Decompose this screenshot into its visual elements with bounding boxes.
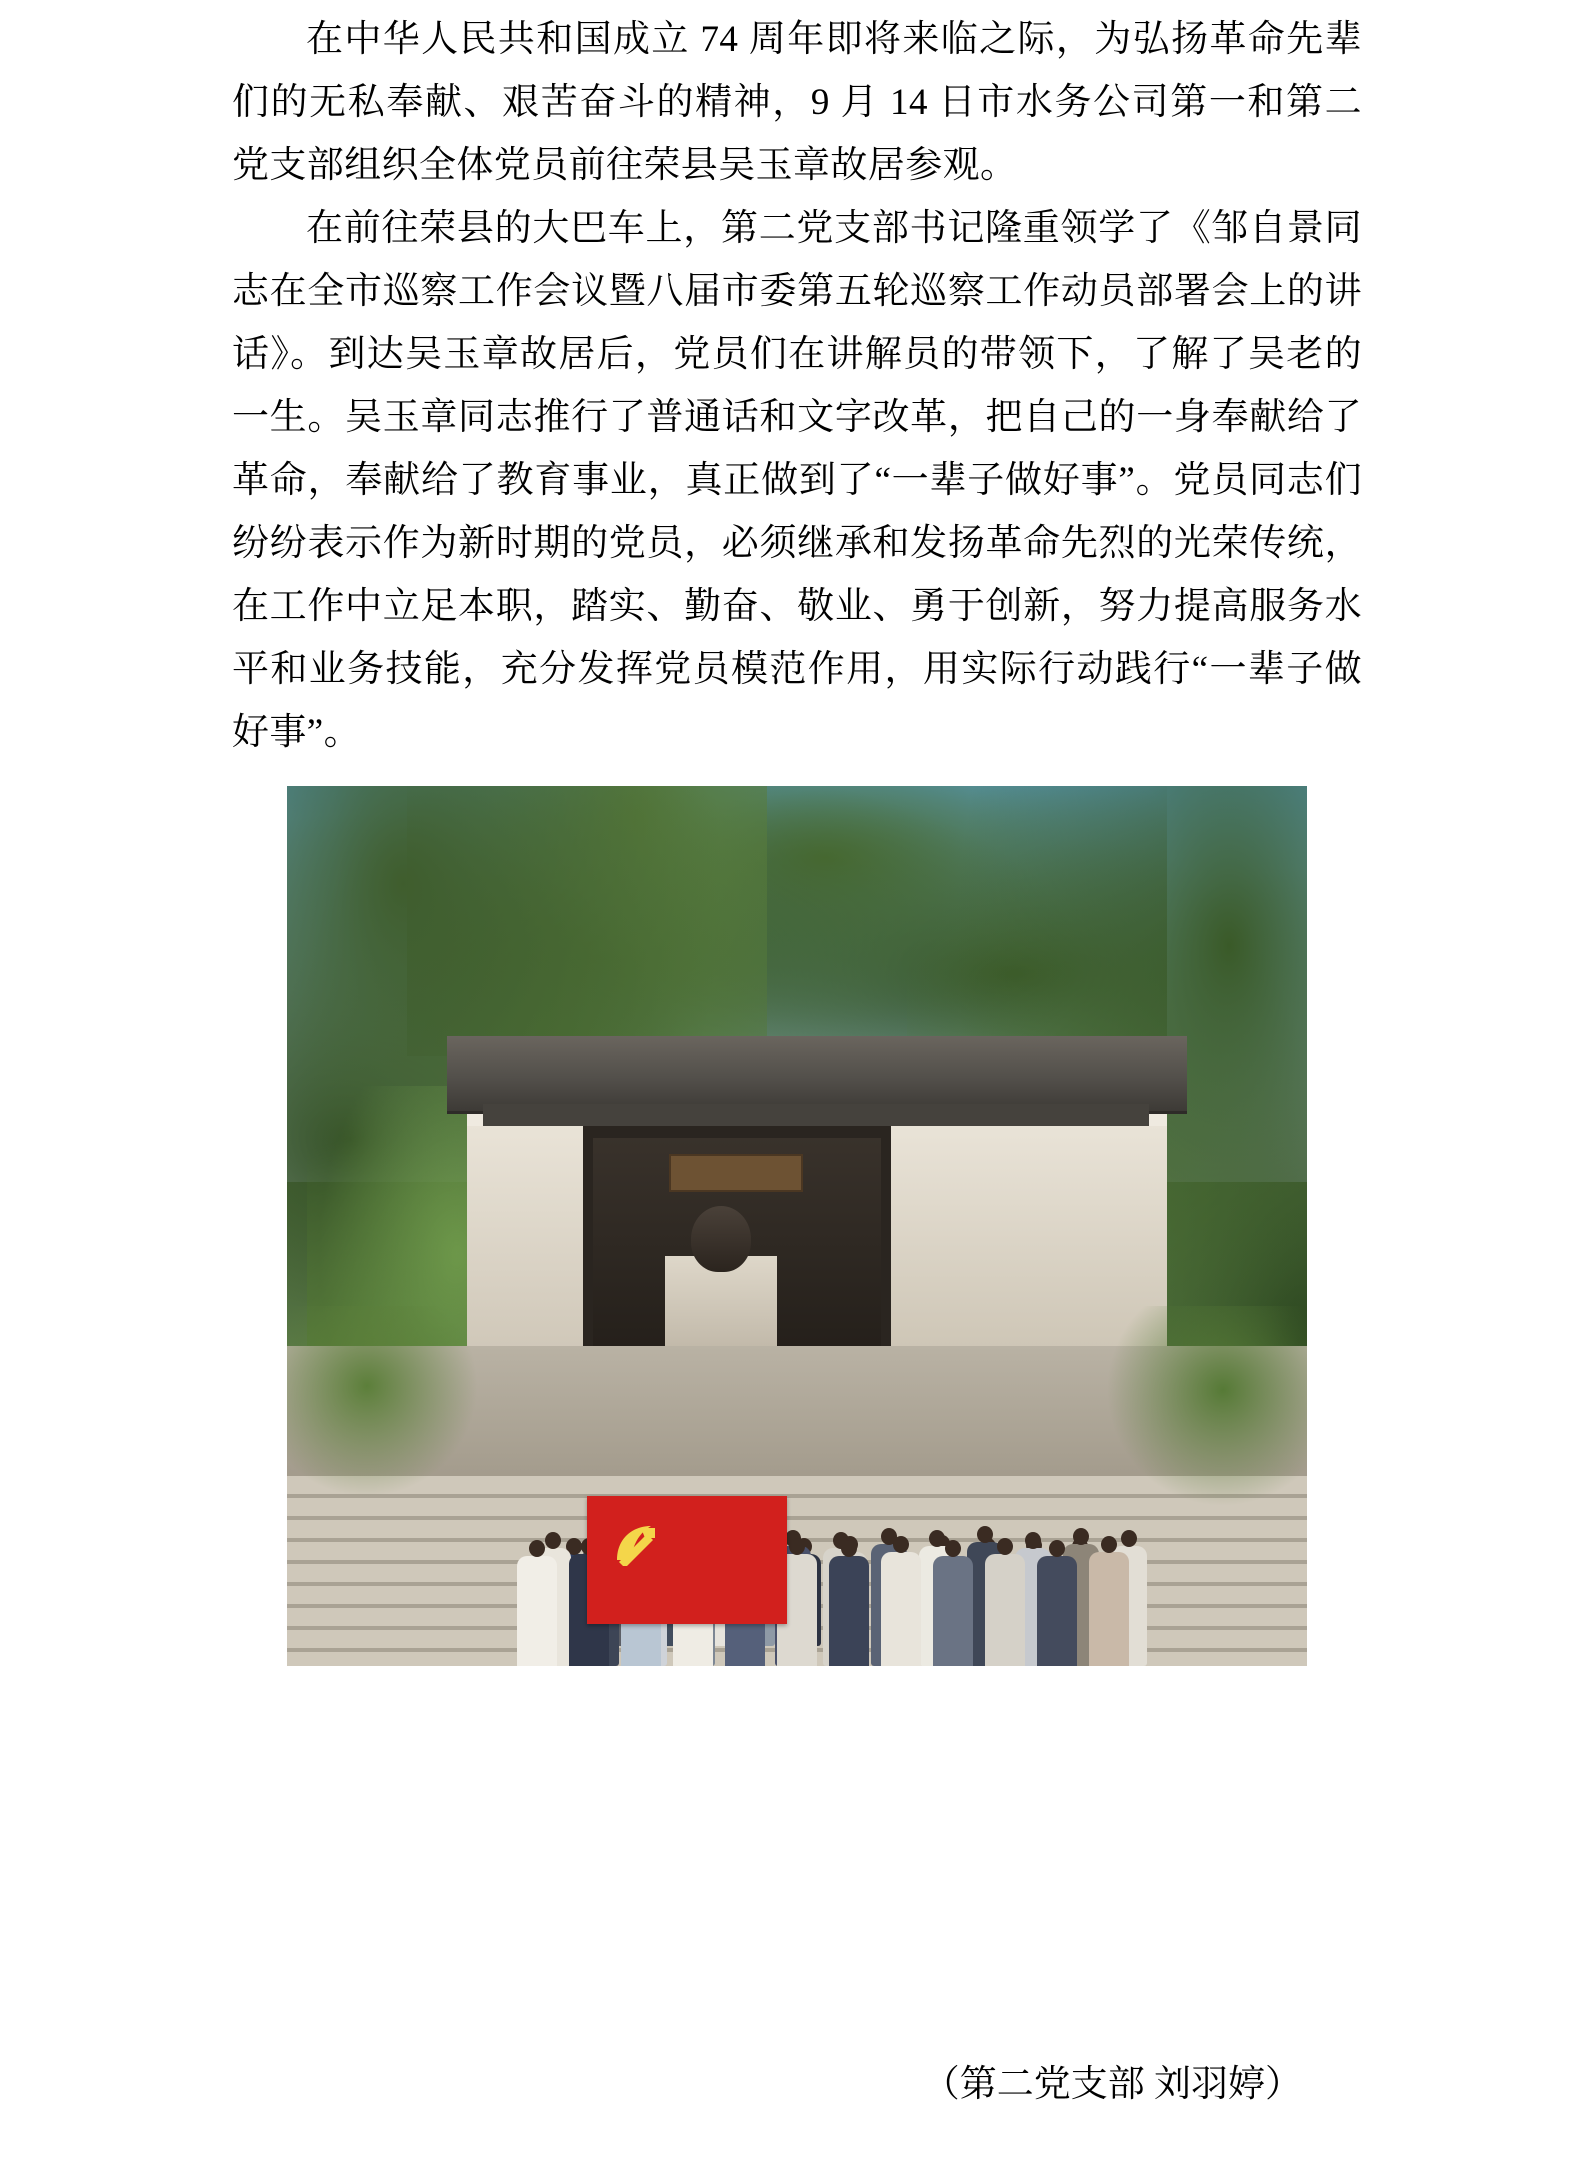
document-body: [232, 8, 1362, 1666]
person-head: [1025, 1532, 1041, 1549]
party-flag: [587, 1496, 787, 1624]
person-head: [977, 1526, 993, 1543]
person-head: [1101, 1536, 1117, 1553]
person-head: [1049, 1540, 1065, 1557]
person-head: [893, 1536, 909, 1553]
person: [1037, 1556, 1077, 1666]
pillar-left: [583, 1126, 593, 1356]
person-head: [841, 1540, 857, 1557]
paragraph-1: 在中华人民共和国成立 74 周年即将来临之际，为弘扬革命先辈们的无私奉献、艰苦奋斗的精神，9 月 14 日市水务公司第一和第二党支部组织全体党员前往荣县吴玉章故居参观。: [232, 19, 1362, 186]
figure-container: [232, 786, 1362, 1666]
person: [517, 1556, 557, 1666]
person-head: [929, 1530, 945, 1547]
group-photo: [287, 786, 1307, 1666]
person-head: [789, 1538, 805, 1555]
person-head: [1073, 1528, 1089, 1545]
person: [881, 1552, 921, 1666]
person: [1089, 1552, 1129, 1666]
roof-eave: [483, 1104, 1149, 1126]
paragraph-2: 在前往荣县的大巴车上，第二党支部书记隆重领学了《邹自景同志在全市巡察工作会议暨八届市委第五轮巡察工作动员部署会上的讲话》。到达吴玉章故居后，党员们在讲解员的带领下，了解了吴老的一生。吴玉章同志推行了普通话和文字改革，把自己的一身奉献给了革命，奉献给了教育事业，真正做到了“一辈子做好事”。党员同志们纷纷表示作为新时期的党员，必须继承和发扬革命先烈的光荣传统，在工作中立足本职，踏实、勤奋、敬业、勇于创新，努力提高服务水平和业务技能，充分发挥党员模范作用，用实际行动践行“一辈子做好事”。: [232, 208, 1362, 753]
signature-line: （第二党支部 刘羽婷）: [922, 2064, 1302, 2105]
hammer-sickle-icon: [611, 1520, 661, 1566]
person-head: [529, 1540, 545, 1557]
person: [985, 1554, 1025, 1666]
statue-bust: [691, 1206, 751, 1272]
person: [933, 1556, 973, 1666]
building-plaque: [669, 1154, 803, 1192]
person-head: [545, 1532, 561, 1549]
tiled-roof: [447, 1036, 1187, 1111]
group-of-people: [407, 1346, 1197, 1646]
lintel-beam: [583, 1126, 891, 1138]
person-head: [1121, 1530, 1137, 1547]
person-head: [945, 1540, 961, 1557]
person-head: [997, 1538, 1013, 1555]
pillar-right: [881, 1126, 891, 1356]
person: [829, 1556, 869, 1666]
